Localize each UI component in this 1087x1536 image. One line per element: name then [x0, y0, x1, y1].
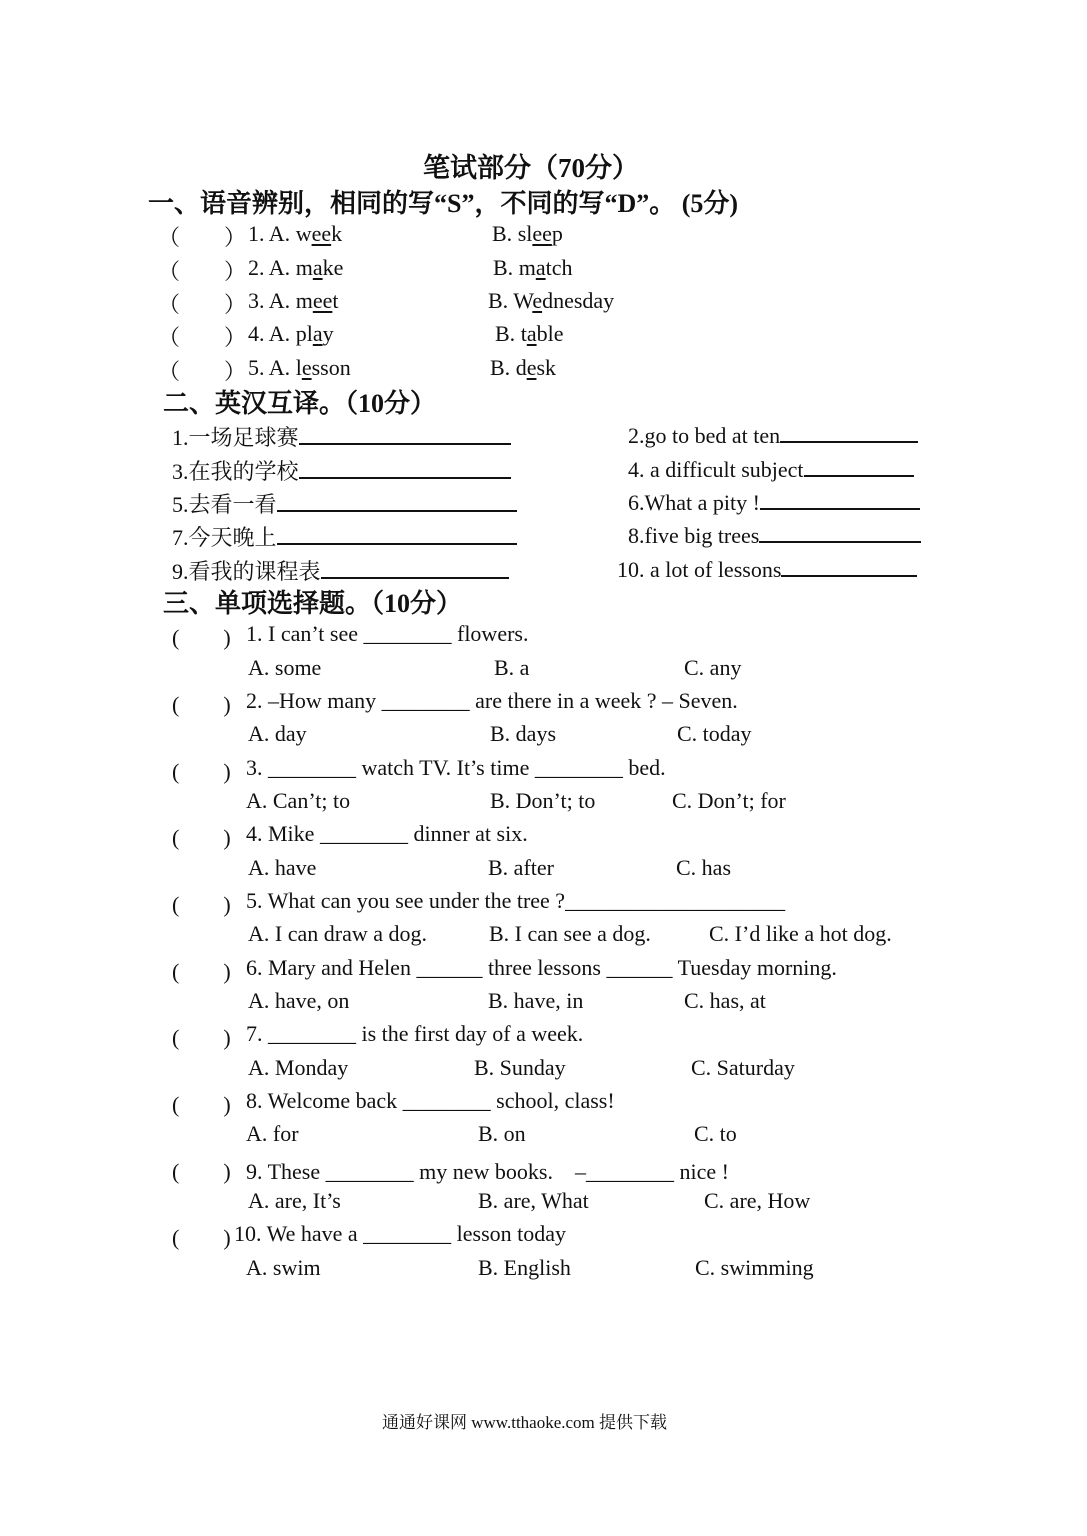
option-b [492, 221, 563, 247]
option-a [248, 321, 334, 347]
option-b: B. days [490, 721, 556, 746]
answer-paren[interactable]: ( ) [172, 1025, 231, 1050]
answer-paren[interactable]: （ ） [158, 292, 247, 317]
word-part: l [295, 355, 302, 380]
option-c: C. are, How [704, 1188, 811, 1213]
translation-prompt: 3.在我的学校 [172, 459, 299, 484]
option-a [248, 288, 338, 314]
translation-item-right [628, 488, 920, 516]
option-c: C. Saturday [691, 1055, 795, 1080]
option-b: B. I can see a dog. [489, 921, 651, 946]
answer-paren[interactable]: ( ) [172, 692, 231, 717]
translation-item-right [617, 555, 917, 583]
underlined-sound: a [312, 321, 323, 346]
option-a: A. I can draw a dog. [248, 921, 427, 946]
translation-item-right [628, 455, 914, 483]
underlined-sound: e [301, 355, 312, 380]
answer-paren[interactable]: ( ) [172, 959, 231, 984]
answer-paren[interactable]: ( ) [172, 1159, 231, 1184]
translation-item-left [172, 521, 517, 552]
option-b: B. English [478, 1255, 571, 1280]
option-b: B. on [478, 1121, 526, 1146]
option-b [488, 288, 614, 314]
option-label: B. [495, 321, 516, 346]
answer-blank[interactable] [321, 557, 509, 579]
answer-blank[interactable] [780, 421, 918, 443]
option-label: B. [488, 288, 509, 313]
translation-prompt: 5.去看一看 [172, 492, 277, 517]
word-part: sson [311, 355, 351, 380]
option-b: B. Sunday [474, 1055, 566, 1080]
option-a: A. for [246, 1121, 299, 1146]
underlined-sound: a [312, 255, 323, 280]
question-text: 8. Welcome back ________ school, class! [246, 1088, 615, 1113]
translation-item-left [172, 555, 509, 586]
word-part: dnesday [542, 288, 615, 313]
answer-paren[interactable]: ( ) [172, 892, 231, 917]
word-part: y [322, 321, 334, 346]
question-text: 7. ________ is the first day of a week. [246, 1021, 584, 1046]
option-b [493, 255, 572, 281]
option-c: C. to [694, 1121, 737, 1146]
word-part: sk [536, 355, 557, 380]
translation-item-left [172, 455, 511, 486]
answer-blank[interactable] [299, 423, 511, 445]
option-b: B. have, in [488, 988, 584, 1013]
answer-paren[interactable]: ( ) [172, 1092, 231, 1117]
word-part: m [518, 255, 536, 280]
word-part: sl [517, 221, 533, 246]
word-part: pl [295, 321, 313, 346]
question-text: 4. Mike ________ dinner at six. [246, 821, 528, 846]
item-number: 3. A. [248, 288, 291, 313]
word-part: t [332, 288, 339, 313]
question-text: 6. Mary and Helen ______ three lessons ______ Tuesday morning. [246, 955, 837, 980]
option-a: A. Monday [248, 1055, 349, 1080]
option-c: C. I’d like a hot dog. [709, 921, 892, 946]
answer-paren[interactable]: （ ） [158, 225, 247, 250]
word-part: p [551, 221, 563, 246]
word-part: W [513, 288, 533, 313]
answer-paren[interactable]: ( ) [172, 759, 231, 784]
underlined-sound: ee [312, 288, 333, 313]
answer-blank[interactable] [760, 488, 920, 510]
answer-paren[interactable]: （ ） [158, 259, 247, 284]
translation-prompt: 6.What a pity ! [628, 490, 760, 515]
word-part: t [520, 321, 527, 346]
translation-prompt: 2.go to bed at ten [628, 423, 781, 448]
footer-text: 通通好课网 www.tthaoke.com 提供下载 [382, 1413, 668, 1432]
word-part: k [331, 221, 343, 246]
option-c: C. has, at [684, 988, 766, 1013]
question-text: 10. We have a ________ lesson today [234, 1221, 567, 1246]
section-heading-choice: 三、单项选择题。（10分） [163, 589, 463, 618]
page-title: 笔试部分（70分） [423, 153, 639, 183]
option-c: C. swimming [695, 1255, 814, 1280]
item-number: 2. A. [248, 255, 291, 280]
option-c: C. Don’t; for [672, 788, 786, 813]
underlined-sound: a [535, 255, 546, 280]
translation-prompt: 8.five big trees [628, 523, 760, 548]
translation-prompt: 7.今天晚上 [172, 525, 277, 550]
option-a: A. swim [246, 1255, 321, 1280]
option-a [248, 221, 342, 247]
translation-item-left [172, 421, 511, 452]
word-part: d [515, 355, 527, 380]
word-part: m [295, 288, 313, 313]
answer-paren[interactable]: ( ) [172, 825, 231, 850]
option-a: A. have, on [248, 988, 350, 1013]
answer-blank[interactable] [299, 457, 511, 479]
answer-paren[interactable]: （ ） [158, 359, 247, 384]
question-text: 3. ________ watch TV. It’s time ________ bed. [246, 755, 666, 780]
answer-paren[interactable]: ( ) [172, 1225, 231, 1250]
underlined-sound: e [532, 288, 543, 313]
option-a [248, 255, 343, 281]
answer-blank[interactable] [781, 555, 917, 577]
question-text: 1. I can’t see ________ flowers. [246, 621, 529, 646]
underlined-sound: ee [311, 221, 332, 246]
option-label: B. [492, 221, 513, 246]
option-a: A. Can’t; to [246, 788, 351, 813]
translation-prompt: 4. a difficult subject [628, 457, 804, 482]
translation-prompt: 9.看我的课程表 [172, 559, 321, 584]
option-b: B. are, What [478, 1188, 589, 1213]
option-c: C. today [677, 721, 752, 746]
underlined-sound: ee [532, 221, 552, 246]
translation-item-right [628, 521, 921, 549]
question-text: 9. These ________ my new books. –________ nice ! [246, 1159, 729, 1184]
option-label: B. [493, 255, 514, 280]
answer-blank[interactable] [759, 521, 921, 543]
option-b [495, 321, 563, 347]
word-part: m [295, 255, 313, 280]
option-b: B. Don’t; to [490, 788, 596, 813]
question-text: 5. What can you see under the tree ?____________________ [246, 888, 786, 913]
word-part: ke [322, 255, 344, 280]
option-a: A. have [248, 855, 317, 880]
option-a: A. some [248, 655, 322, 680]
answer-paren[interactable]: ( ) [172, 625, 231, 650]
underlined-sound: a [526, 321, 537, 346]
option-b: B. a [494, 655, 530, 680]
translation-prompt: 10. a lot of lessons [617, 557, 782, 582]
word-part: w [295, 221, 312, 246]
answer-blank[interactable] [277, 490, 517, 512]
word-part: tch [545, 255, 573, 280]
option-c: C. has [676, 855, 731, 880]
word-part: ble [536, 321, 564, 346]
item-number: 4. A. [248, 321, 291, 346]
translation-item-left [172, 488, 517, 519]
option-a: A. day [248, 721, 307, 746]
item-number: 1. A. [248, 221, 291, 246]
underlined-sound: e [526, 355, 537, 380]
answer-paren[interactable]: （ ） [158, 325, 247, 350]
option-label: B. [490, 355, 511, 380]
option-a [248, 355, 351, 381]
option-a: A. are, It’s [248, 1188, 341, 1213]
question-text: 2. –How many ________ are there in a week ? – Seven. [246, 688, 738, 713]
option-b [490, 355, 556, 381]
section-heading-phonetics: 一、语音辨别，相同的写“S”，不同的写“D”。 (5分) [148, 189, 739, 218]
translation-prompt: 1.一场足球赛 [172, 425, 299, 450]
option-b: B. after [488, 855, 554, 880]
answer-blank[interactable] [804, 455, 914, 477]
item-number: 5. A. [248, 355, 291, 380]
option-c: C. any [684, 655, 742, 680]
translation-item-right [628, 421, 918, 449]
answer-blank[interactable] [277, 523, 517, 545]
section-heading-translation: 二、英汉互译。（10分） [163, 389, 437, 418]
